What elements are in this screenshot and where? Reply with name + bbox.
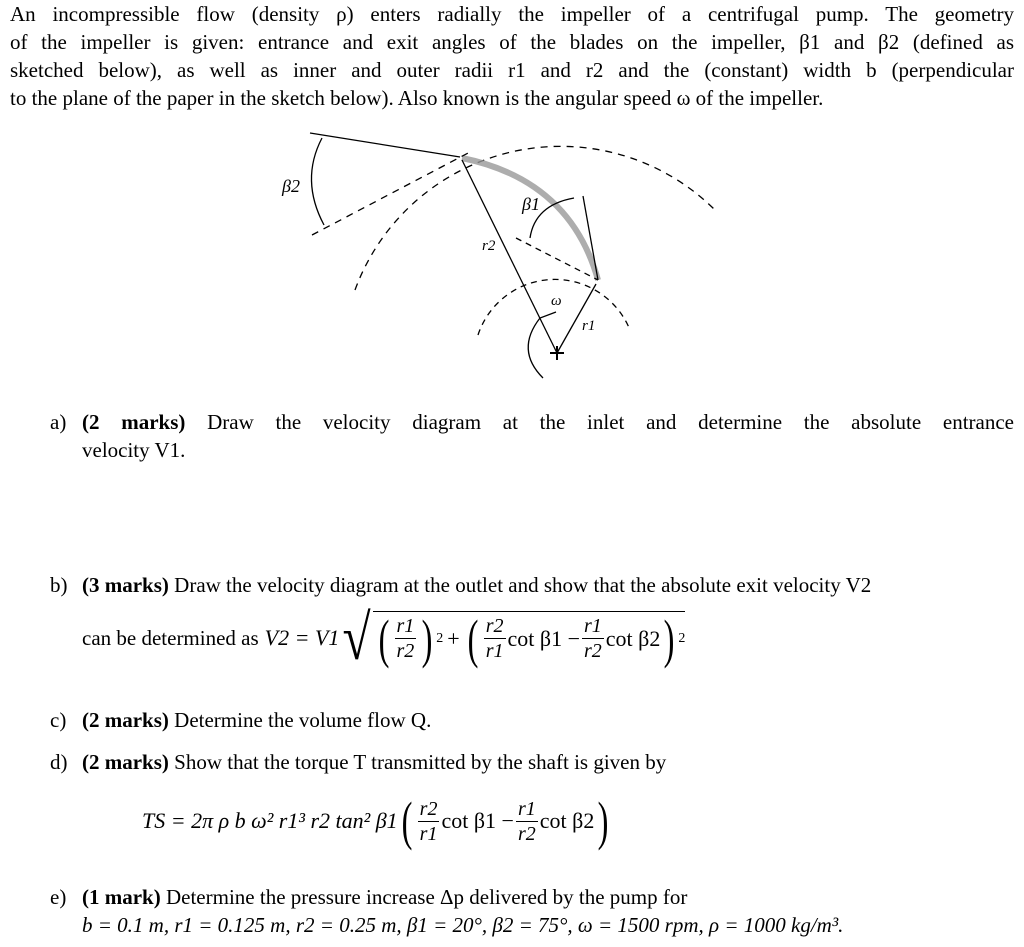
blade [462, 158, 598, 280]
part-label: c) [50, 708, 67, 732]
formula-lead: can be determined as [82, 625, 259, 650]
formula-torque: TS = 2π ρ b ω² r1³ r2 tan² β1 ( $\frac{r2}{r1}$ cot β1 − $\frac{r1}{r2}$ cot β2 ) [142, 791, 609, 851]
plus: + [447, 625, 460, 651]
part-text: Draw the velocity diagram at the inlet and determine the absolute entrance [185, 410, 1015, 434]
r1-label: r1 [582, 318, 596, 334]
exponent: 2 [678, 630, 686, 646]
part-b [50, 571, 871, 599]
cot-term: cot β1 − [441, 808, 514, 833]
intro-line: An incompressible flow (density ρ) enters radially the impeller of a centrifugal pump. The geometry [10, 2, 1014, 26]
numerator: r2 [485, 615, 504, 637]
part-a [50, 408, 1014, 464]
part-text: velocity V1. [82, 438, 186, 462]
r2-label: r2 [482, 238, 496, 254]
part-label: e) [50, 885, 67, 909]
formula-lhs: V2 = V1 [264, 625, 340, 650]
denominator: r1 [485, 640, 504, 662]
cot-term: cot β2 [605, 625, 661, 651]
part-c [50, 706, 431, 734]
formula-v2: can be determined as V2 = V1 √ ( $\frac{r1}{r2}$ ) 2 + ( $\frac{r2}{r1}$ cot β1 − $\frac{r1}{r2}$ cot β2 ) 2 [82, 602, 686, 673]
part-text: Draw the velocity diagram at the outlet and show that the absolute exit velocity V2 [168, 573, 872, 597]
part-e [50, 883, 843, 939]
beta2-arc [311, 138, 324, 225]
denominator: r2 [517, 822, 536, 845]
outer-radius-circle [355, 146, 715, 290]
marks: (2 marks) [82, 410, 186, 434]
part-label: b) [50, 573, 68, 597]
numerator: r1 [583, 615, 602, 637]
part-label: d) [50, 750, 68, 774]
marks: (3 marks) [82, 573, 169, 597]
denominator: r2 [396, 640, 415, 662]
part-label: a) [50, 410, 67, 434]
marks: (2 marks) [82, 708, 169, 732]
part-d [50, 748, 666, 776]
denominator: r2 [583, 640, 602, 662]
intro-line: of the impeller is given: entrance and exit angles of the blades on the impeller, β1 and β2 (defined as [10, 30, 1014, 54]
numerator: r1 [517, 797, 536, 820]
omega-label: ω [551, 293, 562, 309]
beta1-label: β1 [522, 194, 540, 214]
denominator: r1 [419, 822, 438, 845]
marks: (1 mark) [82, 885, 161, 909]
cot-term: cot β2 [539, 808, 595, 833]
intro-line: to the plane of the paper in the sketch below). Also known is the angular speed ω of the impeller. [10, 86, 824, 110]
numerator: r1 [396, 615, 415, 637]
intro-line: sketched below), as well as inner and outer radii r1 and r2 and the (constant) width b (perpendicular [10, 58, 1014, 82]
r2-arrow [462, 160, 557, 353]
inlet-blade-tangent [583, 196, 598, 280]
exit-blade-tangent [310, 133, 460, 157]
exit-circle-tangent [312, 152, 470, 235]
cot-term: cot β1 − [507, 625, 580, 651]
marks: (2 marks) [82, 750, 169, 774]
part-text: Determine the pressure increase Δp delivered by the pump for [160, 885, 688, 909]
numerator: r2 [419, 797, 438, 820]
part-text: Determine the volume flow Q. [168, 708, 432, 732]
exponent: 2 [436, 630, 444, 646]
given-values: b = 0.1 m, r1 = 0.125 m, r2 = 0.25 m, β1 = 20°, β2 = 75°, ω = 1500 rpm, ρ = 1000 kg/m³. [82, 913, 844, 937]
part-text: Show that the torque T transmitted by the shaft is given by [168, 750, 667, 774]
impeller-diagram [0, 0, 1024, 400]
beta2-label: β2 [282, 176, 300, 196]
formula-lhs: TS = 2π ρ b ω² r1³ r2 tan² β1 [142, 808, 398, 833]
